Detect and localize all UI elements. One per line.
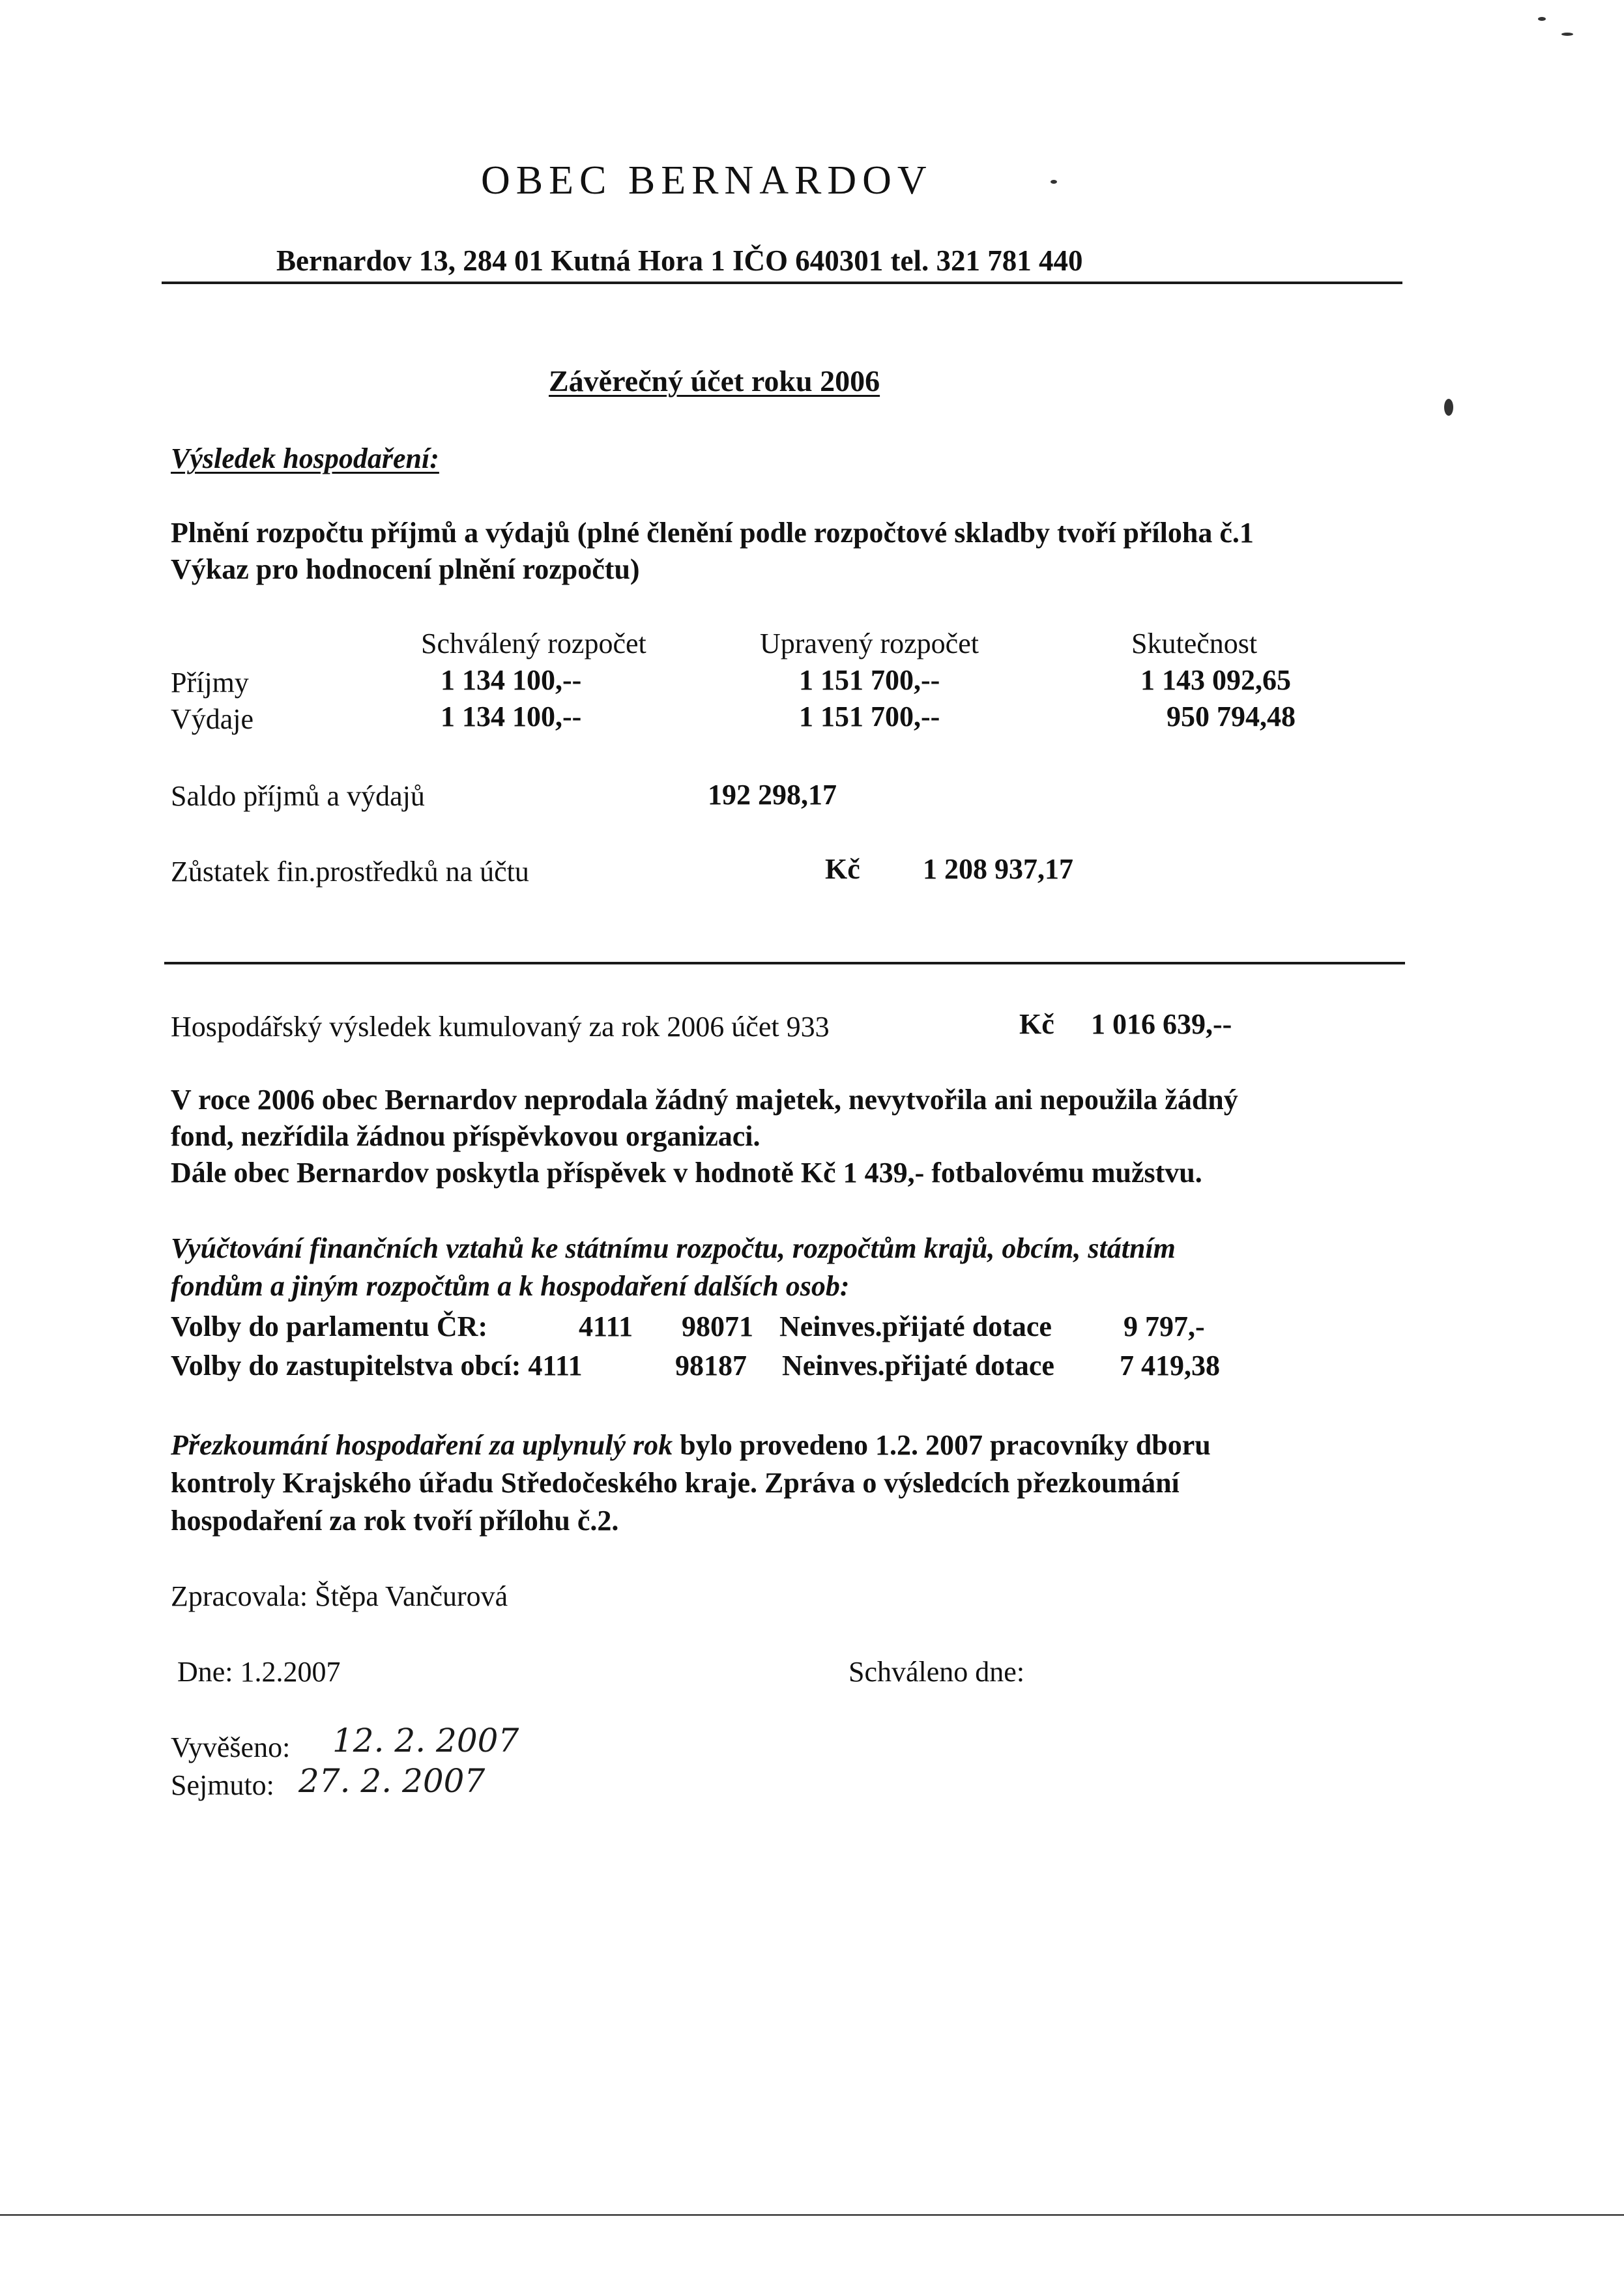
posted-handwritten-date: 12. 2. 2007 [332, 1722, 519, 1759]
row-label-income: Příjmy [171, 667, 249, 699]
settlement-row-2-label: Volby do zastupitelstva obcí: 4111 [171, 1350, 583, 1382]
balance-value: 1 208 937,17 [923, 853, 1073, 885]
intro-line-2: Výkaz pro hodnocení plnění rozpočtu) [171, 553, 640, 585]
income-adjusted: 1 151 700,-- [799, 664, 940, 696]
balance-label: Zůstatek fin.prostředků na účtu [171, 856, 529, 888]
economic-result-value: 1 016 639,-- [1091, 1008, 1232, 1040]
bottom-scan-line [0, 2214, 1624, 2216]
economic-result-currency: Kč [1019, 1008, 1054, 1040]
settlement-row-1-label: Volby do parlamentu ČR: [171, 1310, 488, 1342]
scan-speck [1051, 180, 1057, 184]
settlement-row-2-amount: 7 419,38 [1120, 1350, 1220, 1382]
income-actual: 1 143 092,65 [1140, 664, 1291, 696]
settlement-heading-line-1: Vyúčtování finančních vztahů ke státnímu rozpočtu, rozpočtům krajů, obcím, státním [171, 1232, 1176, 1264]
intro-line-1: Plnění rozpočtu příjmů a výdajů (plné členění podle rozpočtové skladby tvoří příloha č.1 [171, 517, 1254, 549]
column-header-approved: Schválený rozpočet [421, 628, 646, 659]
scan-speck [1561, 33, 1573, 36]
saldo-label: Saldo příjmů a výdajů [171, 780, 425, 812]
paragraph-line-2: fond, nezřídila žádnou příspěvkovou organizaci. [171, 1120, 761, 1152]
municipality-title: OBEC BERNARDOV [481, 158, 933, 203]
section-title: Výsledek hospodaření: [171, 442, 439, 474]
section-rule [164, 962, 1405, 964]
income-approved: 1 134 100,-- [441, 664, 582, 696]
document-title: Závěrečný účet roku 2006 [549, 364, 880, 398]
scan-speck [1538, 17, 1546, 21]
posted-label: Vyvěšeno: [171, 1731, 291, 1763]
expenses-actual: 950 794,48 [1167, 701, 1296, 732]
date-line: Dne: 1.2.2007 [177, 1656, 341, 1688]
settlement-row-1-amount: 9 797,- [1124, 1310, 1205, 1342]
economic-result-label: Hospodářský výsledek kumulovaný za rok 2006 účet 933 [171, 1011, 830, 1043]
expenses-approved: 1 134 100,-- [441, 701, 582, 732]
paragraph-line-1: V roce 2006 obec Bernardov neprodala žádný majetek, nevytvořila ani nepoužila žádný [171, 1084, 1238, 1116]
settlement-row-1-code1: 4111 [579, 1310, 633, 1342]
settlement-row-2-type: Neinves.přijaté dotace [782, 1350, 1054, 1382]
settlement-row-1-code2: 98071 [682, 1310, 753, 1342]
removed-handwritten-date: 27. 2. 2007 [298, 1762, 486, 1800]
settlement-row-2-code2: 98187 [675, 1350, 747, 1382]
review-line-1-rest: bylo provedeno 1.2. 2007 pracovníky dboru [673, 1429, 1211, 1461]
balance-currency: Kč [825, 853, 860, 885]
expenses-adjusted: 1 151 700,-- [799, 701, 940, 732]
settlement-row-1-type: Neinves.přijaté dotace [779, 1310, 1052, 1342]
paragraph-line-3: Dále obec Bernardov poskytla příspěvek v hodnotě Kč 1 439,- fotbalovému mužstvu. [171, 1157, 1202, 1189]
prepared-by: Zpracovala: Štěpa Vančurová [171, 1580, 508, 1612]
column-header-adjusted: Upravený rozpočet [760, 628, 979, 659]
row-label-expenses: Výdaje [171, 703, 254, 735]
removed-label: Sejmuto: [171, 1769, 274, 1801]
review-line-2: kontroly Krajského úřadu Středočeského kraje. Zpráva o výsledcích přezkoumání [171, 1467, 1180, 1499]
scan-speck [1444, 399, 1453, 416]
header-rule [162, 282, 1402, 284]
review-line-3: hospodaření za rok tvoří přílohu č.2. [171, 1505, 619, 1537]
column-header-actual: Skutečnost [1131, 628, 1258, 659]
review-line-1 [171, 1431, 1211, 1460]
settlement-heading-line-2: fondům a jiným rozpočtům a k hospodaření dalších osob: [171, 1270, 850, 1302]
saldo-value: 192 298,17 [708, 779, 837, 811]
address-line: Bernardov 13, 284 01 Kutná Hora 1 IČO 640301 tel. 321 781 440 [276, 244, 1083, 277]
review-italic-part: Přezkoumání hospodaření za uplynulý rok [171, 1429, 673, 1461]
approved-on-label: Schváleno dne: [848, 1656, 1025, 1688]
